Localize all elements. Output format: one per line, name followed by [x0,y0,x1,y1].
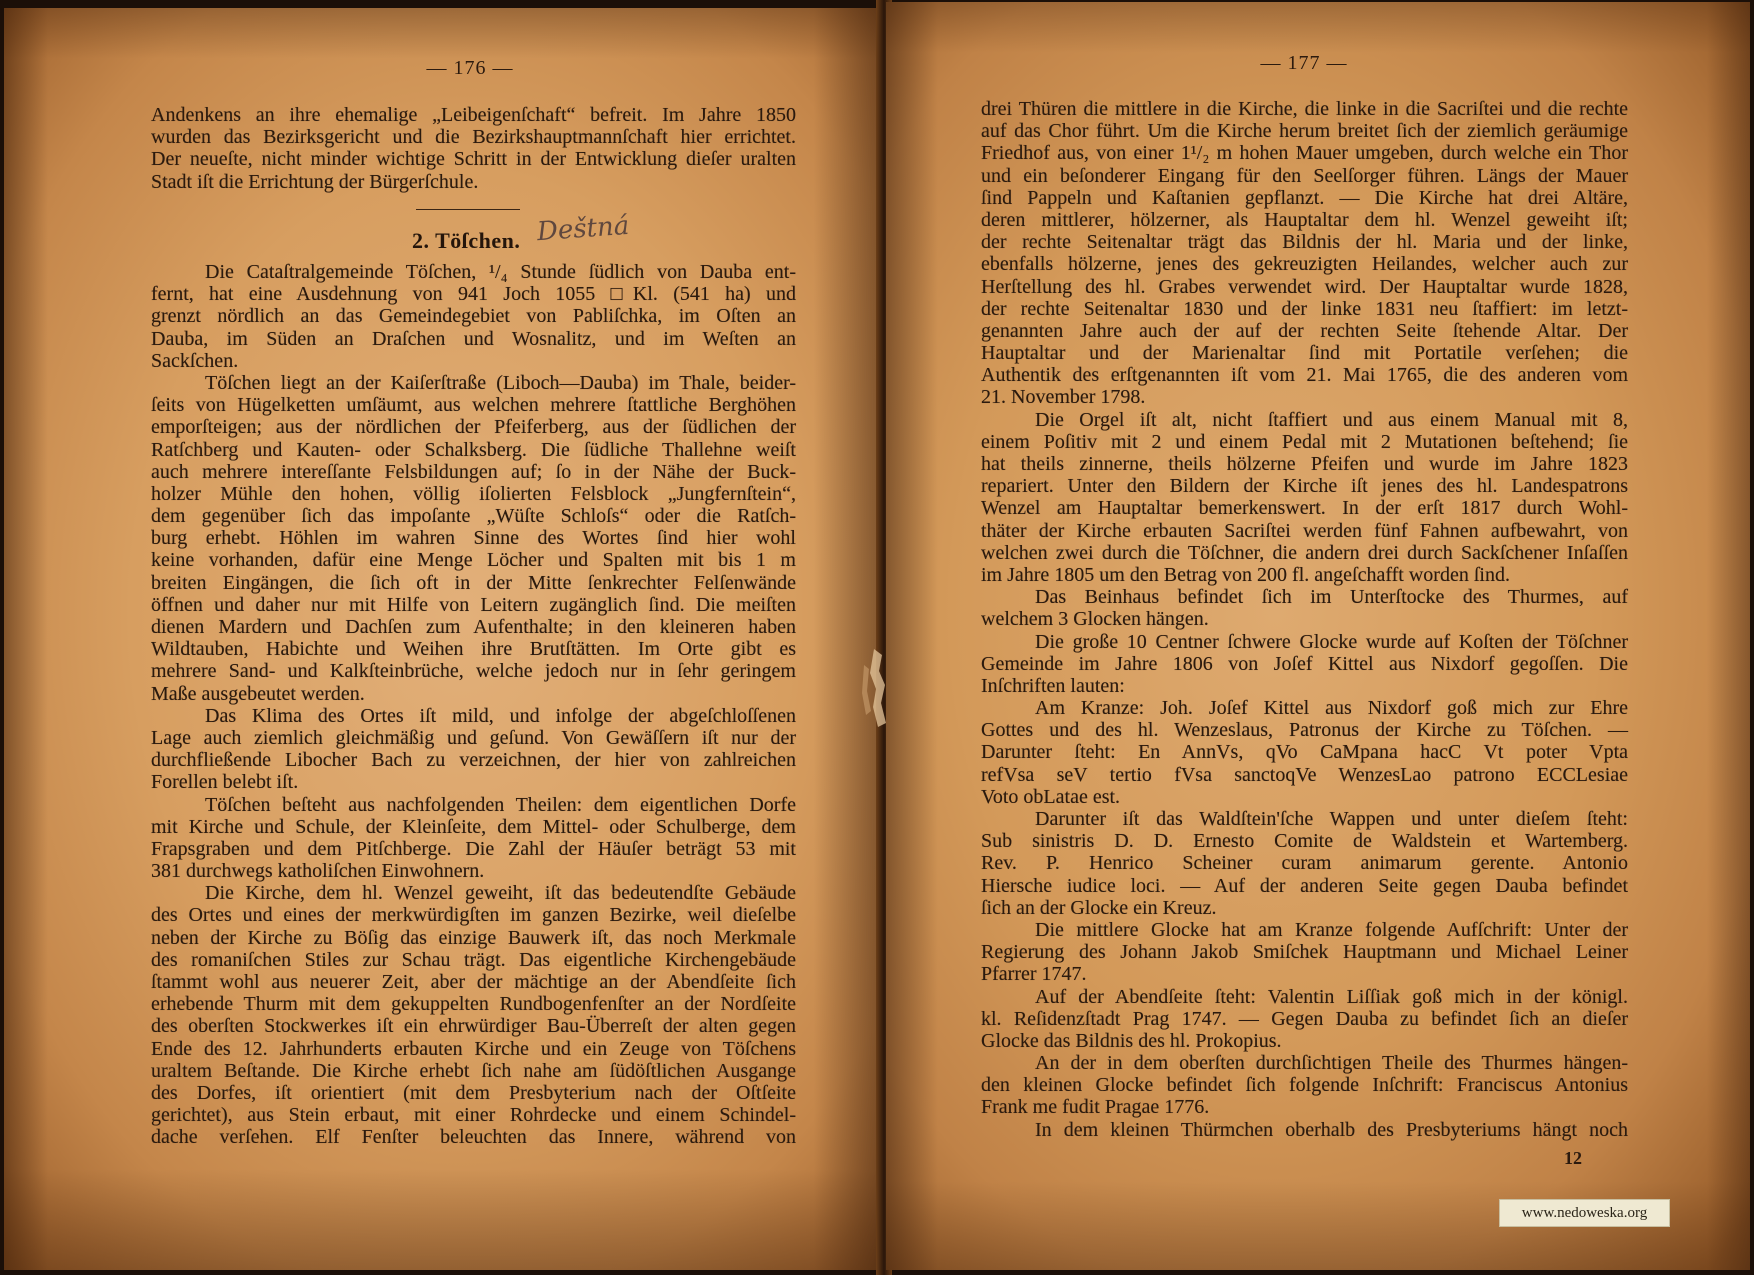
paragraph [981,586,1628,630]
text-line: repariert. Unter den Bildern der Kirche iſt jenes des hl. Landespatrons [981,475,1628,498]
text-line: Sackſchen. [151,349,239,372]
left-page [4,8,884,1270]
text-line: den kleinen Glocke befindet ſich folgende Inſchrift: Franciscus Antonius [981,1074,1628,1097]
text-line: Friedhof aus, von einer 1¹/₂ m hohen Mauer umgeben, durch welche ein Thor [981,142,1628,165]
text-line: Wenzel am Hauptaltar bemerkenswert. In der erſt 1817 durch Wohl- [981,497,1628,520]
text-line: wurden das Bezirksgericht und die Bezirkshauptmannſchaft hier errichtet. [151,126,796,149]
text-line: Die Cataſtralgemeinde Töſchen, ¹/₄ Stunde ſüdlich von Dauba ent- [205,261,796,283]
text-line: In dem kleinen Thürmchen oberhalb des Presbyteriums hängt noch [1035,1118,1628,1141]
text-line: ſind Pappeln und Kaſtanien gepflanzt. — Die Kirche hat drei Altäre, [981,186,1628,209]
text-line: Glocke das Bildnis des hl. Prokopius. [981,1029,1282,1052]
text-line: refVsa seV tertio fVsa sanctoqVe WenzesLao patrono ECCLesiae [981,763,1628,786]
text-line: Lage auch ziemlich gleichmäßig und geſund. Von Gewäſſern iſt nur der [151,726,796,749]
text-line: Die große 10 Centner ſchwere Glocke wurde auf Koſten der Töſchner [1035,630,1628,653]
paragraph [981,631,1628,698]
text-line: und ein beſonderer Eingang für den Seelſorger führen. Längs der Mauer [981,164,1628,187]
text-line: Töſchen beſteht aus nachfolgenden Theilen: dem eigentlichen Dorfe [205,793,796,816]
text-line: durchfließende Libocher Bach zu verzeichnen, der hier von zahlreichen [151,749,796,772]
text-line: Gottes und des hl. Wenzeslaus, Patronus der Kirche zu Töſchen. — [981,719,1628,742]
text-line: kl. Reſidenzſtadt Prag 1747. — Gegen Dauba zu befindet ſich an dieſer [981,1007,1628,1030]
text-line: Forellen belebt iſt. [151,771,299,794]
text-line: des Ortes und eines der merkwürdigſten im ganzen Bezirke, weil dieſelbe [151,904,796,927]
text-line: deren mittlerer, hölzerner, als Hauptaltar dem hl. Wenzel geweiht iſt; [981,208,1628,231]
paragraph [151,705,796,794]
text-line: Sub sinistris D. D. Ernesto Comite de Waldstein et Wartemberg. [981,830,1628,853]
text-line: auch mehrere intereſſante Felsbildungen auf; ſo in der Nähe der Buck- [151,460,796,483]
text-line: burg erhebt. Höhlen im wahren Sinne des Wortes ſind hier wohl [151,527,796,550]
text-line: ſtammt wohl aus neuerer Zeit, aber der mächtige an der Abendſeite ſich [151,971,796,993]
text-line: Andenkens an ihre ehemalige „Leibeigenſchaft“ befreit. Im Jahre 1850 [151,104,796,126]
text-line: erhebende Thurm mit dem gekuppelten Rundbogenfenſter an der Nordſeite [151,993,796,1016]
paragraph [151,882,796,1148]
text-line: Das Klima des Ortes iſt mild, und infolge der abgeſchloſſenen [205,704,796,727]
page-number: — 176 — [426,57,514,79]
text-line: im Jahre 1805 um den Betrag von 200 fl. angeſchafft worden ſind. [981,563,1510,586]
paragraph [981,98,1628,409]
text-line: dache verſehen. Elf Fenſter beleuchten das Innere, während von [151,1126,796,1149]
section-heading: 2. Töſchen. [412,228,521,253]
text-line: Frapsgraben und dem Pitſchberge. Die Zahl der Häuſer beträgt 53 mit [151,837,796,860]
text-line: Voto obLatae est. [981,785,1121,808]
text-line: Darunter ſteht: En AnnVs, qVo CaMpana hacC Vt poter Vpta [981,741,1628,764]
text-line: Die mittlere Glocke hat am Kranze folgende Aufſchrift: Unter der [1035,918,1628,941]
text-line: der rechte Seitenaltar trägt das Bildnis der hl. Maria und der linke, [981,231,1628,254]
text-line: ſeits von Hügelketten umſäumt, aus welchen mehrere ſtattliche Berghöhen [151,394,796,417]
text-line: mit Kirche und Schule, der Kleinſeite, dem Mittel- oder Schulberge, dem [151,815,796,838]
text-line: Gemeinde im Jahre 1806 von Joſef Kittel aus Nixdorf gegoſſen. Die [981,652,1628,675]
text-line: Regierung des Johann Jakob Smiſchek Hauptmann und Michael Leiner [981,941,1628,964]
text-line: Am Kranze: Joh. Joſef Kittel aus Nixdorf goß mich zur Ehre [1035,697,1628,720]
text-line: einem Poſitiv mit 2 und einem Pedal mit 2 Mutationen beſtehend; ſie [981,430,1628,453]
paragraph [151,794,796,883]
text-line: Rev. P. Henrico Scheiner curam animarum gerente. Antonio [981,852,1628,875]
text-line: ebenfalls hölzerne, jenes des gekreuzigten Heilandes, welcher auch zur [981,253,1628,276]
text-line: Maße ausgebeutet werden. [151,682,365,705]
paragraph [981,409,1628,587]
paragraph [981,1119,1628,1141]
text-line: welchen zwei durch die Töſchner, die andern drei durch Sackſchener Inſaſſen [981,541,1628,564]
text-line: ſich an der Glocke ein Kreuz. [981,896,1217,919]
text-line: 21. November 1798. [981,386,1146,409]
text-line: thäter der Kirche erbauten Sacriſtei werden fünf Fahnen aufbewahrt, von [981,519,1628,542]
text-line: gerichtet), aus Stein erbaut, mit einer Rohrdecke und einem Schindel- [151,1104,796,1127]
text-line: Darunter iſt das Waldſtein'ſche Wappen und unter dieſem ſteht: [1035,808,1628,830]
opening-text-block [151,104,796,193]
text-line: uraltem Beſtande. Die Kirche erhebt ſich nahe am ſüdöſtlichen Ausgange [151,1059,796,1082]
paragraph [981,919,1628,986]
text-line: holzer Mühle den hohen, völlig iſolierten Felsblock „Jungfernſtein“, [151,482,796,505]
text-line: An der in dem oberſten durchſichtigen Theile des Thurmes hängen- [1035,1052,1628,1075]
main-text-block [981,98,1628,1141]
watermark-label: www.nedoweska.org [1499,1199,1670,1227]
text-line: des romaniſchen Stiles zur Schau trägt. Das eigentliche Kirchengebäude [151,948,796,971]
text-line: dienen Mardern und Dachſen zum Aufenthalte; in den kleineren haben [151,616,796,638]
paragraph [981,697,1628,808]
text-line: Stadt iſt die Errichtung der Bürgerſchule. [151,170,479,193]
text-line: Töſchen liegt an der Kaiſerſtraße (Liboch—Dauba) im Thale, beider- [205,371,796,394]
text-line: hat theils zinnerne, theils hölzerne Pfeifen und wurde im Jahre 1823 [981,453,1628,475]
text-line: fernt, hat eine Ausdehnung von 941 Joch 1055 □Kl. (541 ha) und [151,283,796,306]
text-line: Der neueſte, nicht minder wichtige Schritt in der Entwicklung dieſer uralten [151,148,796,171]
section-divider [416,209,520,210]
text-line: dem gegenüber ſich das impoſante „Wüſte Schloſs“ oder die Ratſch- [151,505,796,528]
paragraph [151,261,796,372]
text-line: Pfarrer 1747. [981,963,1087,986]
section-text-block [151,261,796,1149]
text-line: grenzt nördlich an das Gemeindegebiet von Pabliſchka, im Oſten an [151,305,796,328]
text-line: Die Kirche, dem hl. Wenzel geweiht, iſt das bedeutendſte Gebäude [205,882,796,905]
text-line: Dauba, im Süden an Draſchen und Wosnalitz, und im Weſten an [151,327,796,350]
text-line: des Dorfes, iſt orientiert (mit dem Presbyterium nach der Oſtſeite [151,1081,796,1104]
text-line: des oberſten Stockwerkes iſt ein ehrwürdiger Bau-Überreſt der alten gegen [151,1015,796,1038]
right-page [886,2,1750,1270]
paragraph [981,986,1628,1053]
text-line: keine vorhanden, dafür eine Menge Löcher und Spalten mit bis 1 m [151,549,796,572]
signature-mark: 12 [1564,1148,1582,1168]
text-line: 381 durchwegs katholiſchen Einwohnern. [151,860,485,883]
text-line: Das Beinhaus befindet ſich im Unterſtocke des Thurmes, auf [1035,586,1628,609]
handwritten-note: Deštná [536,210,631,248]
text-line: neben der Kirche zu Böſig das einzige Bauwerk iſt, das noch Merkmale [151,926,796,949]
paragraph [151,372,796,705]
text-line: genannten Jahre auch der auf der rechten Seite ſtehende Altar. Der [981,319,1628,342]
text-line: auf das Chor führt. Um die Kirche herum breitet ſich der ziemlich geräumige [981,120,1628,143]
text-line: mehrere Sand- und Kalkſteinbrüche, welche jedoch nur in ſehr geringem [151,660,796,683]
text-line: Hiersche iudice loci. — Auf der anderen Seite gegen Dauba befindet [981,874,1628,897]
text-line: Inſchriften lauten: [981,674,1125,697]
text-line: der rechte Seitenaltar 1830 und der linke 1831 neu ſtaffiert: im letzt- [981,297,1628,320]
torn-paper-strip [870,649,886,727]
text-line: Hauptaltar und der Marienaltar ſind mit Portatile verſehen; die [981,342,1628,365]
paragraph [151,104,796,193]
text-line: Ratſchberg und Kauten- oder Schalksberg. Die ſüdliche Thallehne weiſt [151,438,796,461]
page-number: — 177 — [1260,52,1348,74]
text-line: Wildtauben, Habichte und Weihen ihre Brutſtätten. Im Orte gibt es [151,638,796,661]
torn-paper-strip [862,665,871,715]
text-line: welchem 3 Glocken hängen. [981,608,1209,631]
text-line: breiten Eingängen, die ſich oft in der Mitte ſenkrechter Felſenwände [151,571,796,594]
text-line: Frank me fudit Pragae 1776. [981,1096,1210,1119]
text-line: Ende des 12. Jahrhunderts erbauten Kirche und ein Zeuge von Töſchens [151,1037,796,1060]
text-line: drei Thüren die mittlere in die Kirche, die linke in die Sacriſtei und die rechte [981,98,1628,120]
paragraph [981,808,1628,919]
text-line: emporſteigen; aus der nördlichen der Pfeiferberg, aus der ſüdlichen der [151,416,796,439]
text-line: Herſtellung des hl. Grabes verwendet wird. Der Hauptaltar wurde 1828, [981,275,1628,298]
text-line: öffnen und daher nur mit Hilfe von Leitern zugänglich ſind. Die meiſten [151,593,796,616]
text-line: Die Orgel iſt alt, nicht ſtaffiert und aus einem Manual mit 8, [1035,408,1628,431]
text-line: Authentik des erſtgenannten iſt vom 21. Mai 1765, die des anderen vom [981,364,1628,387]
paragraph [981,1052,1628,1119]
text-line: Auf der Abendſeite ſteht: Valentin Liſſiak goß mich in der königl. [1035,985,1628,1008]
